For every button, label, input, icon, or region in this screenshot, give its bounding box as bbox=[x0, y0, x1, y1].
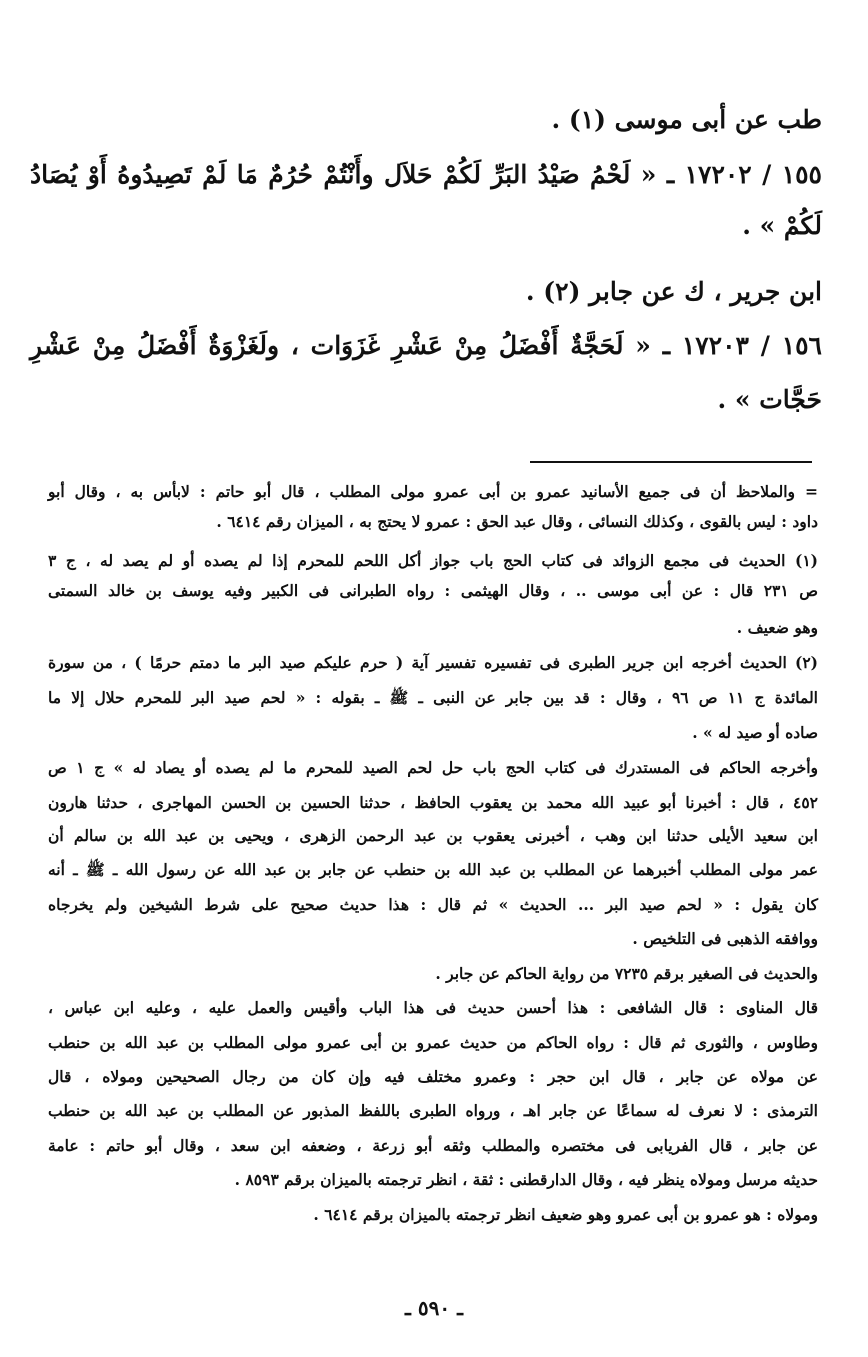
footnote-line: ٤٥٢ ، قال : أخبرنا أبو عبيد الله محمد بن يعقوب الحافظ ، حدثنا الحسين بن الحسن المهاجرى ، حدثنا هارون bbox=[48, 793, 819, 812]
footnote-separator bbox=[530, 461, 812, 463]
main-line-hadith-156: ١٥٦ / ١٧٢٠٣ ـ « لَحَجَّةٌ أَفْضَلُ مِنْ عَشْرِ غَزَوَات ، ولَغَزْوَةٌ أَفْضَلُ مِنْ عَشْرِ bbox=[30, 331, 822, 360]
footnote-line: قال المناوى : قال الشافعى : هذا أحسن حديث فى هذا الباب وأقيس والعمل عليه ، وعليه ابن عباس ، bbox=[48, 998, 818, 1017]
footnote-line: صاده أو صيد له » . bbox=[692, 723, 818, 742]
page-number: ـ ٥٩٠ ـ bbox=[405, 1296, 463, 1320]
footnote-line: عن جابر ، قال الفريابى فى مختصره والمطلب وثقه أبو زرعة ، وضعفه ابن سعد ، وقال أبو حاتم : عامة bbox=[48, 1136, 818, 1155]
footnote-line: الترمذى : لا نعرف له سماعًا عن جابر اهـ ، ورواه الطبرى باللفظ المذبور عن المطلب بن عبد الله بن حنطب bbox=[48, 1101, 818, 1120]
footnote-line: عمر مولى المطلب أخبرهما عن المطلب بن عبد الله بن حنطب عن جابر بن عبد الله عن رسول الله ـ ﷺ ـ أنه bbox=[48, 860, 818, 879]
main-line-hadith-155-end: لَكُمْ » . bbox=[742, 211, 822, 240]
footnote-line: ص ٢٣١ قال : عن أبى موسى .. ، وقال الهيثمى : رواه الطبرانى فى الكبير وفيه يوسف بن خالد السمتى bbox=[48, 581, 818, 600]
footnote-line: والحديث فى الصغير برقم ٧٢٣٥ من رواية الحاكم عن جابر . bbox=[435, 964, 818, 983]
footnote-line: داود : ليس بالقوى ، وكذلك النسائى ، وقال عبد الحق : عمرو لا يحتج به ، الميزان رقم ٦٤١٤ . bbox=[216, 512, 818, 531]
footnote-line: كان يقول : « لحم صيد البر ... الحديث » ثم قال : هذا حديث صحيح على شرط الشيخين ولم يخرجاه bbox=[48, 895, 818, 914]
footnote-line: عن مولاه عن جابر ، قال ابن حجر : وعمرو مختلف فيه وإن كان من رجال الصحيحين ومولاه ، قال bbox=[48, 1067, 818, 1086]
footnote-line: المائدة ج ١١ ص ٩٦ ، وقال : قد بين جابر عن النبى ـ ﷺ ـ بقوله : « لحم صيد البر للمحرم حلال إلا ما bbox=[48, 688, 818, 707]
main-line-hadith-156-end: حَجَّات » . bbox=[717, 385, 822, 414]
footnote-line: ابن سعيد الأيلى حدثنا ابن وهب ، أخبرنى يعقوب بن عبد الرحمن الزهرى ، ويحيى بن عبد الله بن سالم أن bbox=[48, 826, 818, 845]
footnote-line: وهو ضعيف . bbox=[736, 618, 818, 637]
footnote-line: (١) الحديث فى مجمع الزوائد فى كتاب الحج باب جواز أكل اللحم للمحرم إذا لم يصده أو لم يصد له ، ج ٣ bbox=[48, 551, 818, 570]
main-line-hadith-155: ١٥٥ / ١٧٢٠٢ ـ « لَحْمُ صَيْدُ البَرِّ لَكُمْ حَلاَل وأَنْتُمْ حُرُمٌ مَا لَمْ تَصِيدُوهُ أَوْ يُصَادُ bbox=[30, 160, 822, 189]
footnote-line: وأخرجه الحاكم فى المستدرك فى كتاب الحج باب حل لحم الصيد للمحرم ما لم يصده أو يصاد له » ج ١ ص bbox=[48, 758, 819, 777]
main-line-source-2: ابن جرير ، ك عن جابر (٢) . bbox=[525, 277, 822, 306]
main-line-source-1: طب عن أبى موسى (١) . bbox=[551, 105, 822, 134]
footnote-line: ومولاه : هو عمرو بن أبى عمرو وهو ضعيف انظر ترجمته بالميزان برقم ٦٤١٤ . bbox=[313, 1205, 818, 1224]
footnote-line: ووافقه الذهبى فى التلخيص . bbox=[632, 929, 818, 948]
footnote-line: = والملاحظ أن فى جميع الأسانيد عمرو بن أبى عمرو مولى المطلب ، قال أبو حاتم : لابأس به ، وقال أبو bbox=[48, 482, 818, 501]
footnote-line: (٢) الحديث أخرجه ابن جرير الطبرى فى تفسيره تفسير آية ( حرم عليكم صيد البر ما دمتم حرمًا ) ، من سورة bbox=[48, 653, 818, 672]
footnote-line: حديثه مرسل ومولاه ينظر فيه ، وقال الدارقطنى : ثقة ، انظر ترجمته بالميزان برقم ٨٥٩٣ . bbox=[234, 1170, 818, 1189]
footnote-line: وطاوس ، والثورى ثم قال : رواه الحاكم من حديث عمرو بن أبى عمرو مولى المطلب بن عبد الله بن حنطب bbox=[48, 1033, 818, 1052]
